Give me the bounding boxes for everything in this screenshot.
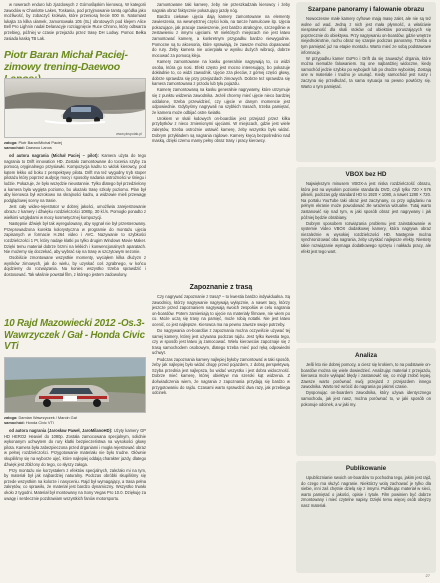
column-1: [4, 2, 146, 535]
box-analiza-text: Jeśli kto nie dobrej pomocy, a ciesz się krokiem, to na podstawie on-boardów można się wiele dowiedzieć. Analizując materiał z przejazdu, kierowca może wyłapać błędy i zastanowić się, co mógł zrobić lepiej. Zawsze warto porównać swój przejazd z przejazdem innego zawodnika. Warto też wrócić do nagrania po jakimś czasie. Dysponując on-boardem zawodnika, który używa identycznego samochodu, jak jest nasz, można porównać to, w jaki sposób on pokonuje odcinek, a w jaki my.: [301, 362, 431, 407]
caption-2: załoga: Damian Wawrzyczek / Marcin Gał samochód: Honda Civic VTi: [4, 415, 77, 425]
box-title-vbox: VBOX bez HD: [345, 171, 387, 178]
caption-1: załoga: Piotr Baran/Michał Paciej samochód: Daewoo Lanos: [4, 140, 62, 150]
column-2-text-top: zamontowane taki kamerę, żeby nie przeszkadzała kierowcy i żeby nagrała obraz faktycznie pokazujący jazdę nóg. Bardzo ciekawe ujęcia dają kamery zamontowane na elementy zawieszenia, na wewnętrznej części koła, na tarcze hamulcowe itp. Ujęcia pokazujące, jak pracuje zawieszenie, jest bardzo atrakcyjne, szczególnie w zestawieniu z innymi ujęciami. W niektórych miejscach nie jest łatwo zamontować kamerę, a konkretnym przypadku bardzo niewygodnie. Pomocne są tu akcesoria, które sprawiają, że zawsze można dopasować do rury. Żeby kamera nie ucierpiała w wyniku dużych wibracji, dobrze mocować za pomocą kleju. Kamery zamontowane na kasku generalnie nagrywają to, co widzi osoba, która go nosi. Efekt często jest mocno interesujący, bo pokazuje dokładnie to, co widzi zawodnik. Ujęcie zza pleców, z górnej części głowy, dobrze sprawdza się przy przejazdach zimowych. Dobrze też sprawdza się kamera zamontowana z przodu lub tyłu pojazdu. Kamerę zamontowaną na kasku generalnie nagrywamy, które utrzymuje się z punktu widzenia zawodnika. Jeżeli chcemy mieć ujęcie nieco bardziej oddalone, trzeba przewidzieć, czy ujęcie w danym momencie jest odpowiednie. Gdybyśmy nagrywali na szybkich trasach, trzeba pamiętać, że kamera może odbijać ostre światło. Urokiem w skali łodowych on-boardów jest przejazd przez kilka przybytków z nieco zmienionymi ujęciami. W miejscach, gdzie jest wiele zakrętów, trzeba ostrożnie ustawić kamerę, żeby wszystko było widać. Dobrym przykładem są nagrania rajdowe. Kamery kręcą bezpośrednio nad maską, dzięki czemu mamy pełny obraz trasy i pracy kierowcy.: [152, 2, 290, 144]
column-2: [152, 2, 290, 578]
intro-text: w rowerach enduro lub zjazdowych z Górnośląskim kierowcą. W kategorii zawodów w Chanlotte Lakes, Toskania, pod przyjmowanie tamtą ogródka jako możliwość, by zobaczyć krokwia, które przeniosą hecie 000 m. Natomiast lukajta za kilka ułamek, zamontowała 105 (SL) obrotowych pod klejem Alice Bell Pro Lighnin nadał Delanacyje rozciągnięcie Ruce Chrono, który odtwarza przebieg, później w czasie przejazdu przez trasę DH Lodwy. Pomoc Bełka zasiada kaską TB Lak.: [4, 2, 146, 41]
section-heading-zapoznanie: Zapoznanie z trasą: [189, 284, 253, 291]
car-snow-illustration: [5, 79, 146, 138]
box-panoramy-text: Nowoczesne małe kamery cyfrowe mają masę zalet, ale nie są też wolne od wad. Jedną z nich jest mała płynność, a właściwie niesprawność dla skali stoków od obiektów poruszających się poprzecznie do obiektywu. Przy nagrywaniu on-boardów, gdzie wnętrze niejednokrotnie, ruchu obraz się szarpie podczas panoramy. Trzeba o tym pamiętać już na etapie montażu. Warto mieć ze sobą podstawowe informacje. W przypadku kamer GoPro i Drift da się zauważyć drgania, które można niemalże falowaniem. Są one najbardziej widoczne, kiedy samochód jedzie szybko po wybojach lub po drodze wyboistej. Zostają one w materiale i trudno je usunąć. Kiedy samochód jest ruszy i zaczyna się przedłużać, ta sama sytuacja na pewno powtórzy się. Warto o tym pamiętać.: [301, 16, 431, 89]
box-title-publikowanie: Publikowanie: [345, 465, 387, 472]
page-number: 27: [425, 573, 430, 578]
box-panoramy: [296, 2, 436, 162]
article-2-body: od autora nagrania (Jarosław Paweł, JaroMilanoHD): Użyty kamery GP HD HERO2 Heaviel do 1080p. Została zamocowana specjalnym, solidnie wykonanym uchwytem do rury klatki bezpieczeństwa na wysokości głowy pilota. Kamera była zabezpieczona przed drganiami i mogła rejestrować obraz w pełnej rozdzielczości. Przygotowanie materiału nie było trudne. Głównie skupiliśmy się na wyborze ujęć, które najlepiej oddają charakter jazdy, dlatego dźwięk jest zbliżony do tego, co słyszy załoga. Przy montażu nie korzystałem z efektów specjalnych, zależało mi na tym, by materiał był jak najbardziej naturalny. Podczas obróbki skupiliśmy się przede wszystkim na kolorze i nasyceniu. Rajd był wymagający, a trasa pełna zakrętów, co sprawiło, że materiał jest bardzo dynamiczny. Wszystko trwało około 2 tygodni. Materiał był montowany na Sony Vegas Pro 10.0. Dziękuję za uwagę i serdecznie pozdrawiam wszystkich fanów motorsportu.: [4, 428, 146, 501]
photo-url: www.pkspolak.pl: [116, 132, 142, 136]
box-vbox-text: Największym minusem VBOX-a jest niska rozdzielczość obrazu, która jest na wysokim poziomie standardu DVD, czyli tylko 720 × 576 pikseli, podczas gdy standard HD to 1920 × 1080, a nawet 1280 × 720. Na portalu YouTube taki obraz jest zaczynany, co przy oglądaniu na pełnym ekranie może powodować złe wrażenia wizualne. Tutaj warto zastanowić się nad tym, w jaki sposób obraz jest nagrywany i jak później będzie obrabiany. Dobrym sposobem rozwiązania problemu jest zainstalowanie w systemie Video VBOX dodatkowej kamery, która nagrywa obraz niezależnie w wysokiej rozdzielczości HD. Następnie można synchronizować oba nagrania, żeby uzyskać najlepsze efekty. Niestety takie rozwiązanie wymaga dodatkowego sprzętu i nakładu pracy, ale efekt jest tego wart.: [301, 181, 431, 254]
box-publikowanie-text: Upublicznianie swoich on-boardów to pochodna tego, jakim jest rajd, do czego ma służyć nagranie. Niektórzy wolą zachować je tylko dla siebie, inni zaś chętnie dzielą się z innymi. Publikując materiał w sieci, warto pamiętać o jakości, opisie i tytule. Film powinien być dobrze zmontowany i mieć czytelne napisy. Dzięki temu więcej osób obejrzy nasz materiał.: [301, 475, 431, 508]
magazine-page: [4, 2, 436, 580]
photo-honda: [4, 357, 146, 413]
column-2-text-bottom: Czy nagrywać zapoznanie z trasą? – to kwestia bardzo indywidualna. Są zawodnicy, którzy nagrywanie nagrywają wyłącznie, a nawet tacy, którzy jeszcze przed zapoznaniem nagrywają swoich zespołów w celu nagrania on-boardów. Potem zamieniają to ujęcie na materiały filmowe, nie wiem po co. Może uczą się trasy na pamięć, może robią notatki. Nie jest łatwo ocenić, co jest najlepsze. Kierowca ma na pewno zawsze swoje potrzeby. Do nagrywania on-boardów z zapoznania można oczywiście używać tej samej kamery, której jest używana podczas rajdu. Jest tylko kwestia tego, czy w sposób jest łatwo ją zamocować. Wielu kierowców zapoznaje się z trasą samochodem osobowym, dlatego trzeba mieć pod ręką odpowiedni uchwyt. Podczas zapoznania kamery najlepiej byłoby zamontować w taki sposób, żeby jak najlepiej było widać drogę przed pojazdem, z dobrą perspektywą. Szyba przednia jest najlepsza, bo widać wszystko i jest dobra widoczność. Dobrze mieć kamerę, której obiektyw ma szeroki kąt widzenia. Z doświadczenia wiem, że nagrania z zapoznania przydają się bardzo w przygotowaniu do rajdu. Czasami warto sprawdzić dwa razy, jak przebiega odcinek.: [152, 294, 290, 396]
box-analiza: [296, 348, 436, 456]
box-publikowanie: [296, 461, 436, 573]
rally-car-illustration: [5, 358, 146, 413]
headline-1: Piotr Baran Michał Paciej-zimowy trening-Daewoo: [4, 49, 128, 73]
headline-2: 10 Rajd Mazowiecki 2012 -Os.3- Wawrzyczek / Gał - Honda Civic VTi: [4, 318, 145, 352]
column-3: [296, 2, 436, 573]
box-title-analiza: Analiza: [354, 352, 378, 359]
article-1-body: od autora nagrania (Michał Paciej – pilot): Kamera użyta do tego nagrania to Drift innovation HD. Zostało zamontowane do tocenia szyby za pomocą oryginalnego przysiawki. Kompozycja kadru to widok kierowcy, pod kątem lekko od boku z perspektywy pilota. Drift ma też wygodny tryb stoper pilotażu który poprzez audycję mocy i sposoby nadania ostrożności w śniegu i lodzie. Pokazuje, że było wszędzie nieustannie. Tylko dlatego był przedzielony a kamera była wygięta poziomo, bo ukazało trasę szkoły poziomo. Plan był aby kierowca był wzrokowo na skrajności kadru, a widzowie mieli przewagę podglądowej sceny na trasie. Jest cały wideo-rejestrator w dobrej jakości, umożliwia zarejestrowanie obrazu z kamery i dźwięku rozdzielczości 1080p, 30 kl./s. Pomogło ponadto z wielkimi względami w mocy kosmetycznej kompozycji. Następnie dźwięk był tak wyregulowany, aby sygnał nie był przesterowany. Przeprowadzona korekta kolorystyczna w programie do montażu ujęcia zapisanych w formacie H.264 video i AVC. Nazywanie to szybkości rozdzielczości 1 Pr, który nadaje klatki po tylko drugim Windows Movie Maker. Dzięki temu materiał dobrze brzmi na lekkich i konwencjonalnych aparatach. Nie możemy się doczekać, aby wybrać się na trasę w szczytowym sezonie. Osobiście zmontowane wszystkie momenty, wyciąłem kilka dłużyzn z wyników zimowych, jak do wielu, by uzyskać coś zgrabnego, w końcu dojdziemy do rozwiązania. Na koniec wszystko trzeba sprawdzić i dostosować. Tak właśnie powstał film, z którego jestem zadowolony.: [4, 153, 146, 277]
box-title-panoramy: Szarpane panoramy i falowanie obrazu: [307, 6, 425, 13]
box-vbox: [296, 167, 436, 343]
photo-daewoo: [4, 78, 146, 138]
